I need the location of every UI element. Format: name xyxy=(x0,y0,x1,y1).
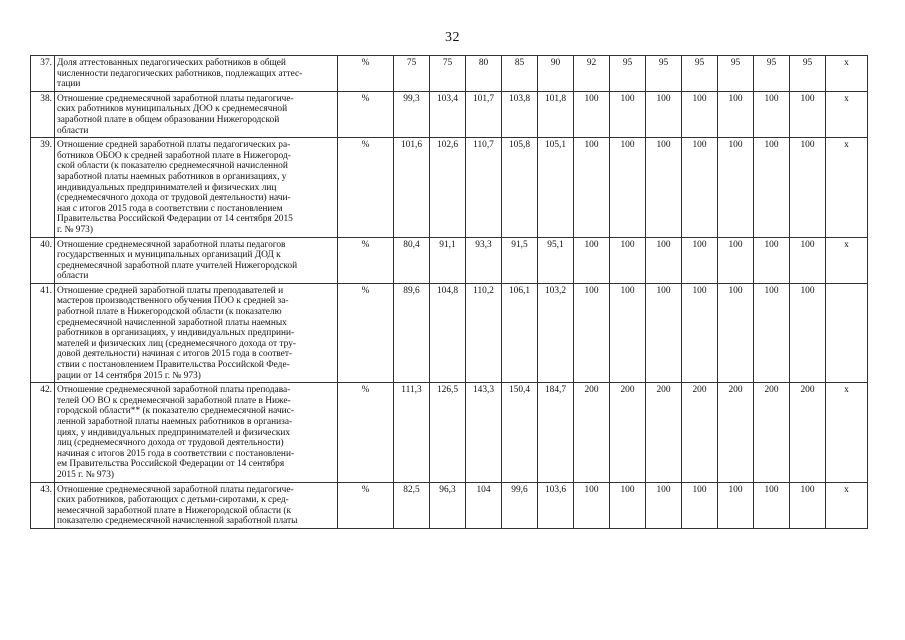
value-cell: 100 xyxy=(610,91,646,137)
value-cell: 75 xyxy=(430,56,466,92)
final-mark-cell: х xyxy=(826,138,868,237)
value-cell: 91,1 xyxy=(430,237,466,283)
unit-cell: % xyxy=(338,56,394,92)
description-line: ная с итогов 2015 года в соответствии с постановлением xyxy=(57,203,283,214)
indicator-description xyxy=(55,482,338,528)
description-line: городской области** (к показателю среднемесячной начис- xyxy=(57,406,294,417)
value-cell: 103,2 xyxy=(538,283,574,382)
value-cell: 110,2 xyxy=(466,283,502,382)
description-line: рации от 14 сентября 2015 г. № 973) xyxy=(57,370,201,381)
value-cell: 100 xyxy=(574,482,610,528)
value-cell: 150,4 xyxy=(502,383,538,482)
description-line: государственных и муниципальных организаций ДОД к xyxy=(57,250,281,261)
description-line: начиная с итогов 2015 года в соответствии с постановлени- xyxy=(57,448,295,459)
description-line: довой деятельности) начиная с итогов 2015 года в соответ- xyxy=(57,349,293,360)
unit-cell: % xyxy=(338,138,394,237)
value-cell: 100 xyxy=(718,237,754,283)
value-cell: 100 xyxy=(574,91,610,137)
description-line: ботников ОБОО к средней заработной плате в Нижегород- xyxy=(57,150,291,161)
value-cell: 95 xyxy=(610,56,646,92)
value-cell: 100 xyxy=(790,91,826,137)
value-cell: 200 xyxy=(682,383,718,482)
value-cell: 101,8 xyxy=(538,91,574,137)
row-number: 40. xyxy=(31,237,55,283)
description-line: области xyxy=(57,271,89,282)
description-line: ем Правительства Российской Федерации от 14 сентября xyxy=(57,459,285,470)
final-mark-cell: х xyxy=(826,482,868,528)
value-cell: 75 xyxy=(394,56,430,92)
value-cell: 95 xyxy=(790,56,826,92)
value-cell: 104 xyxy=(466,482,502,528)
value-cell: 110,7 xyxy=(466,138,502,237)
value-cell: 100 xyxy=(646,237,682,283)
value-cell: 95 xyxy=(682,56,718,92)
value-cell: 105,1 xyxy=(538,138,574,237)
description-line: ствии с постановлением Правительства Российской Феде- xyxy=(57,360,290,371)
description-line: ской области (к показателю среднемесячной начисленной xyxy=(57,161,288,172)
value-cell: 103,8 xyxy=(502,91,538,137)
description-line: Отношение среднемесячной заработной платы педагогов xyxy=(57,239,286,250)
value-cell: 101,7 xyxy=(466,91,502,137)
description-line: области xyxy=(57,125,89,136)
value-cell: 99,6 xyxy=(502,482,538,528)
value-cell: 105,8 xyxy=(502,138,538,237)
description-line: Отношение среднемесячной заработной платы педагогиче- xyxy=(57,484,294,495)
table-row xyxy=(31,283,868,382)
value-cell: 100 xyxy=(790,138,826,237)
value-cell: 96,3 xyxy=(430,482,466,528)
value-cell: 100 xyxy=(682,482,718,528)
value-cell: 103,6 xyxy=(538,482,574,528)
page-number: 32 xyxy=(445,30,460,45)
value-cell: 100 xyxy=(646,482,682,528)
value-cell: 126,5 xyxy=(430,383,466,482)
value-cell: 100 xyxy=(718,138,754,237)
description-line: немесячной заработной плате в Нижегородской области (к xyxy=(57,505,292,516)
row-number: 37. xyxy=(31,56,55,92)
value-cell: 103,4 xyxy=(430,91,466,137)
final-mark-cell: х xyxy=(826,91,868,137)
unit-cell: % xyxy=(338,482,394,528)
final-mark-cell: х xyxy=(826,383,868,482)
indicators-table xyxy=(30,55,868,529)
description-line: среднемесячной начисленной заработной платы наемных xyxy=(57,317,287,328)
description-line: среднемесячной заработной плате учителей Нижегородской xyxy=(57,260,298,271)
description-line: индивидуальных предпринимателей и физических лиц xyxy=(57,182,277,193)
description-line: Отношение среднемесячной заработной платы преподава- xyxy=(57,385,291,396)
description-line: работной плате в Нижегородской области (к показателю xyxy=(57,307,282,318)
table-row xyxy=(31,237,868,283)
value-cell: 80,4 xyxy=(394,237,430,283)
value-cell: 100 xyxy=(574,138,610,237)
value-cell: 200 xyxy=(574,383,610,482)
indicator-description xyxy=(55,91,338,137)
value-cell: 92 xyxy=(574,56,610,92)
description-line: Доля аттестованных педагогических работников в общей xyxy=(57,58,286,68)
unit-cell: % xyxy=(338,91,394,137)
final-mark-cell xyxy=(826,283,868,382)
table-row xyxy=(31,138,868,237)
value-cell: 100 xyxy=(574,283,610,382)
value-cell: 100 xyxy=(682,91,718,137)
table-row xyxy=(31,482,868,528)
unit-cell: % xyxy=(338,283,394,382)
description-line: заработной платы наемных работников в организациях, у xyxy=(57,171,287,182)
value-cell: 100 xyxy=(646,283,682,382)
value-cell: 100 xyxy=(754,138,790,237)
description-line: 2015 г. № 973) xyxy=(57,469,115,480)
value-cell: 82,5 xyxy=(394,482,430,528)
value-cell: 143,3 xyxy=(466,383,502,482)
description-line: лиц (среднемесячного дохода от трудовой деятельности) xyxy=(57,438,284,449)
description-line: ских работников муниципальных ДОО к среднемесячной xyxy=(57,104,288,115)
unit-cell: % xyxy=(338,237,394,283)
indicator-description xyxy=(55,383,338,482)
description-line: г. № 973) xyxy=(57,224,93,235)
value-cell: 91,5 xyxy=(502,237,538,283)
value-cell: 104,8 xyxy=(430,283,466,382)
description-line: (среднемесячного дохода от трудовой деятельности) начи- xyxy=(57,193,291,204)
final-mark-cell: х xyxy=(826,56,868,92)
value-cell: 95 xyxy=(754,56,790,92)
value-cell: 100 xyxy=(718,283,754,382)
table-row xyxy=(31,91,868,137)
value-cell: 100 xyxy=(754,482,790,528)
table-row xyxy=(31,56,868,92)
value-cell: 184,7 xyxy=(538,383,574,482)
description-line: ских работников, работающих с детьми-сиротами, к сред- xyxy=(57,495,289,506)
value-cell: 100 xyxy=(754,283,790,382)
description-line: Правительства Российской Федерации от 14 сентября 2015 xyxy=(57,214,293,225)
value-cell: 90 xyxy=(538,56,574,92)
value-cell: 80 xyxy=(466,56,502,92)
value-cell: 200 xyxy=(610,383,646,482)
description-line: численности педагогических работников, подлежащих аттес- xyxy=(57,68,303,79)
table-row xyxy=(31,383,868,482)
value-cell: 200 xyxy=(790,383,826,482)
value-cell: 111,3 xyxy=(394,383,430,482)
value-cell: 106,1 xyxy=(502,283,538,382)
value-cell: 100 xyxy=(754,91,790,137)
value-cell: 100 xyxy=(646,91,682,137)
description-line: Отношение средней заработной платы преподавателей и xyxy=(57,285,284,296)
value-cell: 100 xyxy=(610,283,646,382)
value-cell: 95 xyxy=(718,56,754,92)
value-cell: 100 xyxy=(646,138,682,237)
final-mark-cell: х xyxy=(826,237,868,283)
description-line: тации xyxy=(57,79,81,90)
description-line: Отношение среднемесячной заработной платы педагогиче- xyxy=(57,93,294,104)
value-cell: 100 xyxy=(574,237,610,283)
value-cell: 102,6 xyxy=(430,138,466,237)
value-cell: 85 xyxy=(502,56,538,92)
row-number: 38. xyxy=(31,91,55,137)
description-line: показателю среднемесячной начисленной заработной платы xyxy=(57,516,298,527)
value-cell: 100 xyxy=(610,138,646,237)
value-cell: 95 xyxy=(646,56,682,92)
value-cell: 95,1 xyxy=(538,237,574,283)
value-cell: 100 xyxy=(610,237,646,283)
value-cell: 100 xyxy=(682,138,718,237)
indicator-description xyxy=(55,283,338,382)
value-cell: 200 xyxy=(718,383,754,482)
description-line: телей ОО ВО к среднемесячной заработной плате в Ниже- xyxy=(57,395,291,406)
description-line: ленной заработной платы наемных работников в организа- xyxy=(57,417,293,427)
value-cell: 100 xyxy=(682,237,718,283)
value-cell: 101,6 xyxy=(394,138,430,237)
value-cell: 100 xyxy=(718,482,754,528)
value-cell: 100 xyxy=(718,91,754,137)
row-number: 42. xyxy=(31,383,55,482)
description-line: мастеров производственного обучения ПОО к средней за- xyxy=(57,296,289,307)
value-cell: 89,6 xyxy=(394,283,430,382)
row-number: 43. xyxy=(31,482,55,528)
description-line: Отношение средней заработной платы педагогических ра- xyxy=(57,140,291,151)
value-cell: 200 xyxy=(646,383,682,482)
value-cell: 100 xyxy=(790,237,826,283)
value-cell: 99,3 xyxy=(394,91,430,137)
value-cell: 200 xyxy=(754,383,790,482)
indicator-description xyxy=(55,138,338,237)
description-line: работников в организациях, у индивидуальных предприни- xyxy=(57,328,295,339)
value-cell: 100 xyxy=(754,237,790,283)
description-line: мателей и физических лиц (среднемесячного дохода от тру- xyxy=(57,338,297,349)
value-cell: 100 xyxy=(682,283,718,382)
value-cell: 100 xyxy=(790,482,826,528)
value-cell: 100 xyxy=(610,482,646,528)
value-cell: 100 xyxy=(790,283,826,382)
row-number: 39. xyxy=(31,138,55,237)
unit-cell: % xyxy=(338,383,394,482)
row-number: 41. xyxy=(31,283,55,382)
indicator-description xyxy=(55,237,338,283)
indicator-description xyxy=(55,56,338,92)
value-cell: 93,3 xyxy=(466,237,502,283)
description-line: циях, у индивидуальных предпринимателей и физических xyxy=(57,427,291,438)
description-line: заработной плате в общем образовании Нижегородской xyxy=(57,114,280,125)
